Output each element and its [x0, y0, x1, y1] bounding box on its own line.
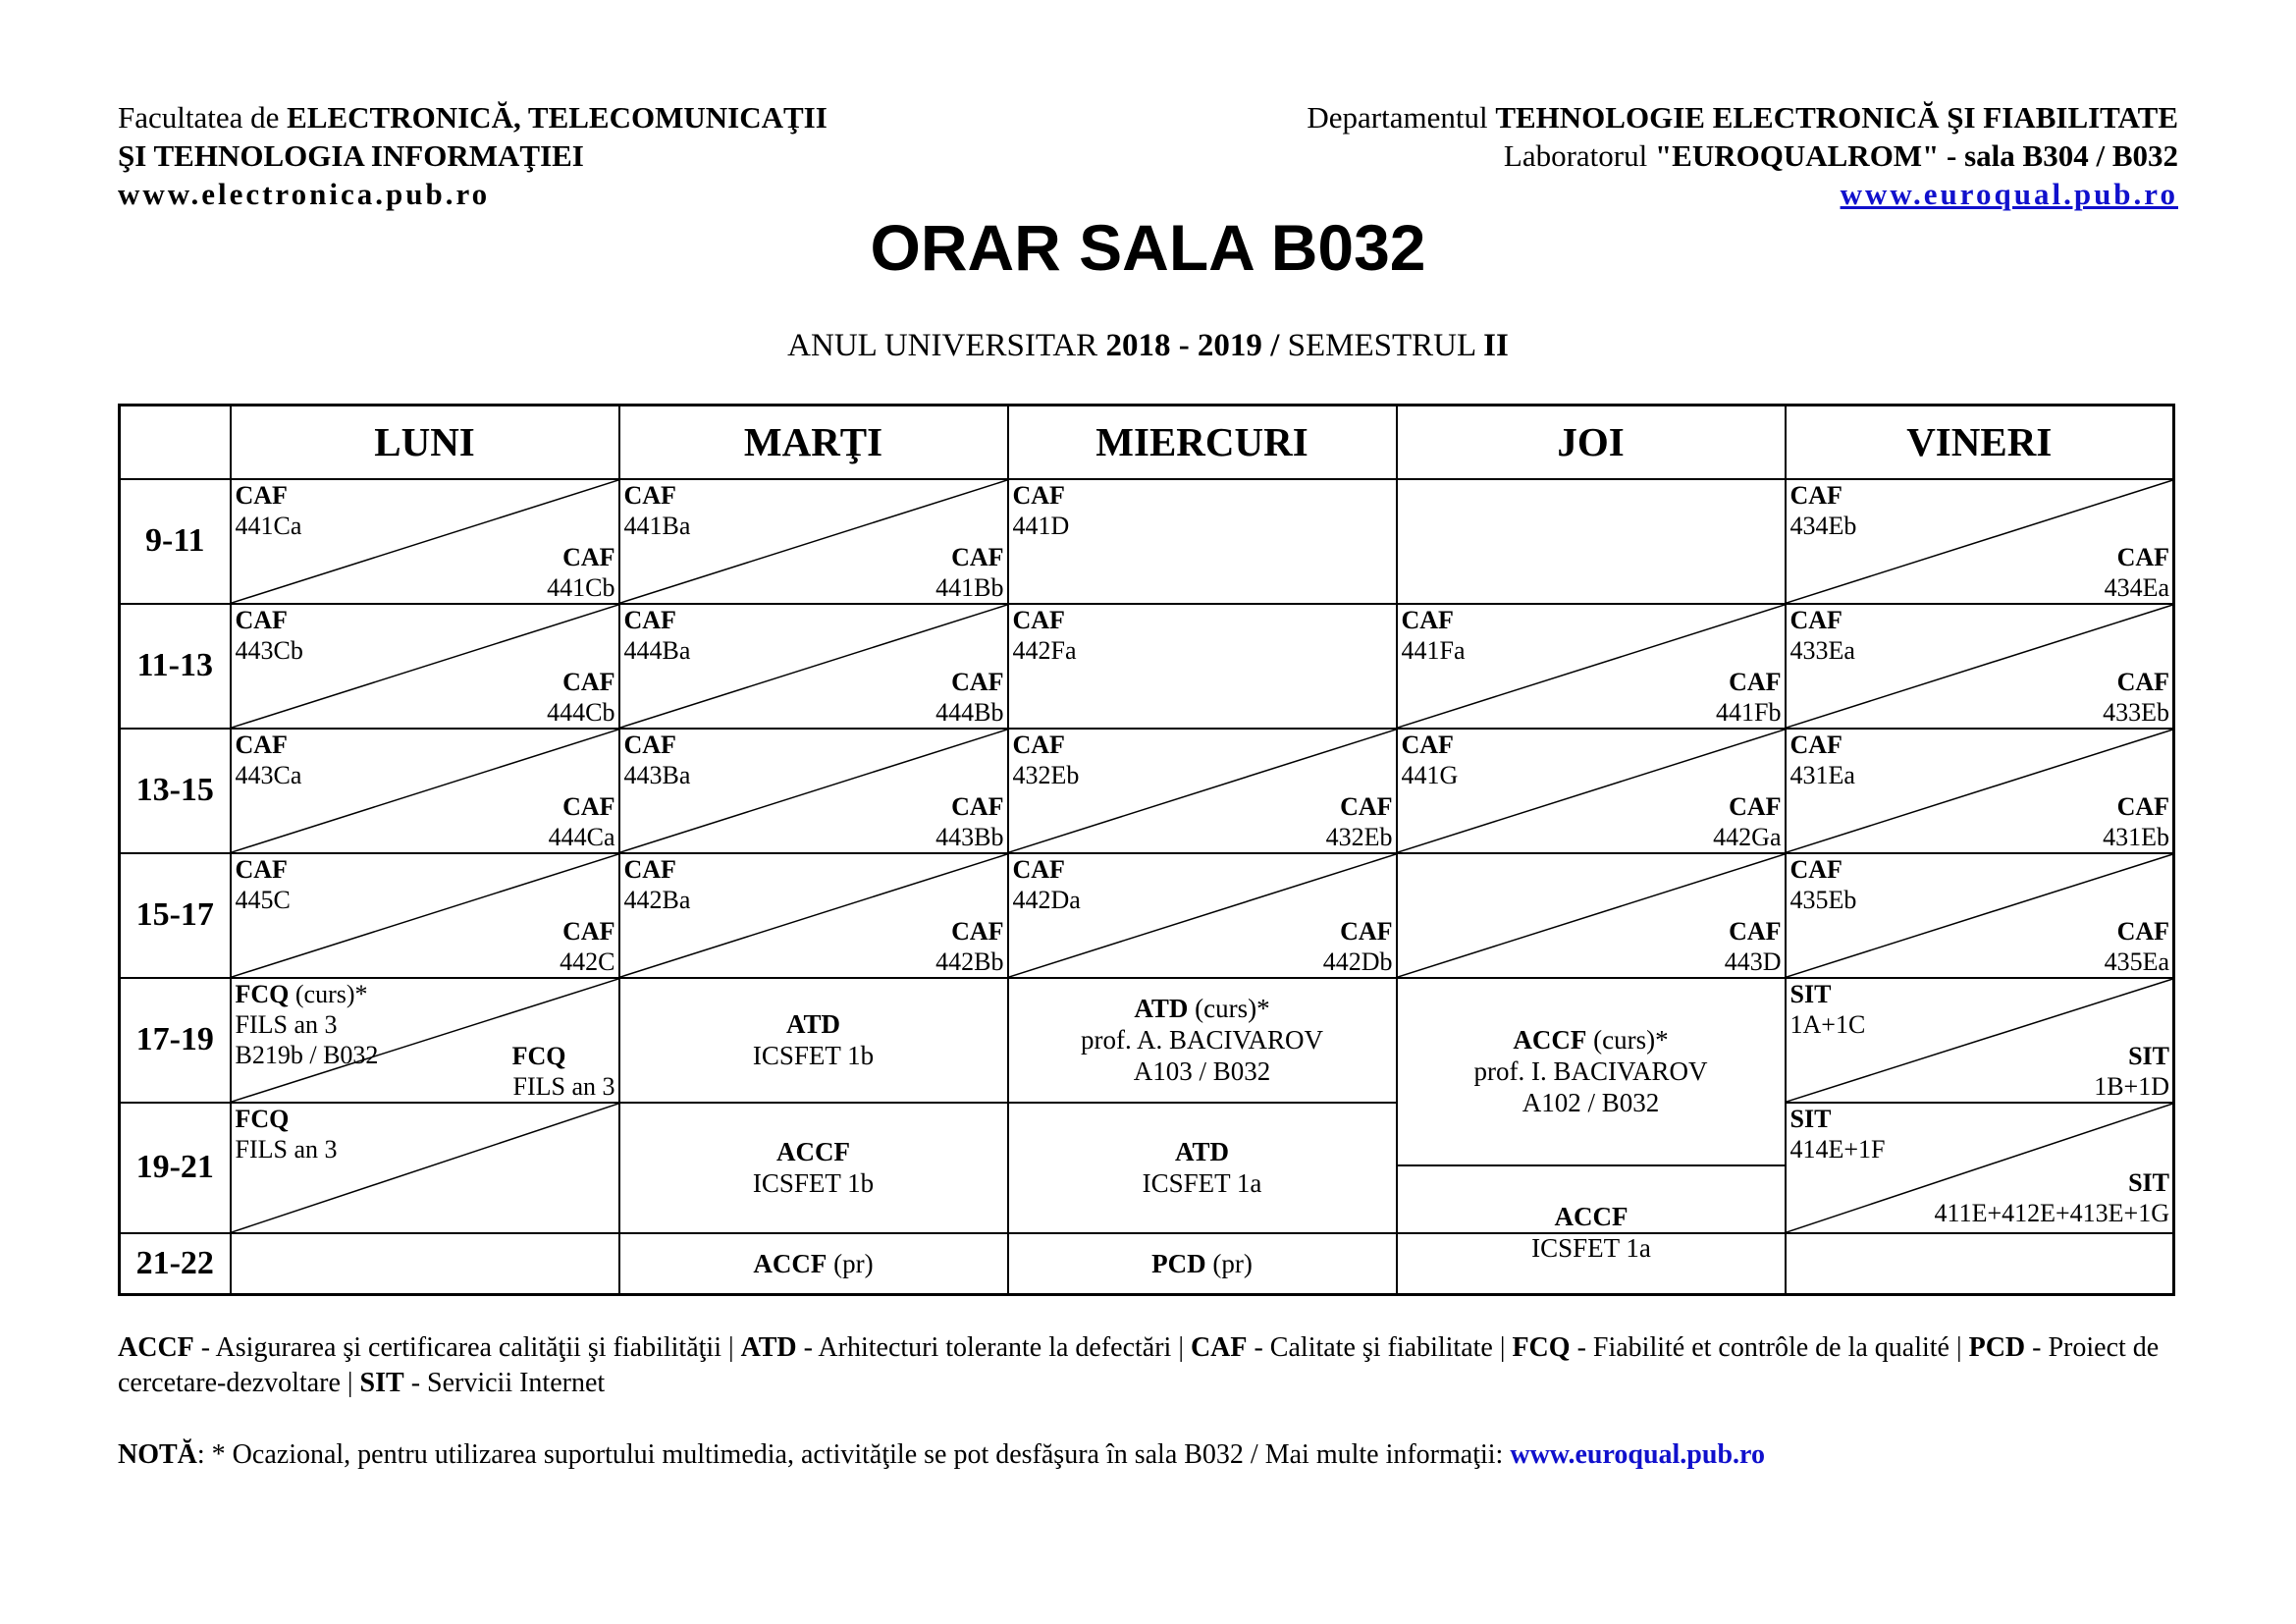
- legend-item: ATD - Arhitecturi tolerante la defectări |: [740, 1332, 1191, 1363]
- lower-subcell: [1398, 1169, 1785, 1295]
- faculty-website-link[interactable]: www.electronica.pub.ro: [118, 177, 491, 211]
- split-cell: [231, 729, 619, 853]
- time-slot-21-22: 21-22: [120, 1233, 231, 1295]
- lower-entry: CAF 442C: [560, 916, 615, 976]
- lower-entry: CAF 444Cb: [547, 667, 615, 727]
- legend-item: SIT - Servicii Internet: [359, 1368, 606, 1398]
- split-cell: [619, 729, 1008, 853]
- upper-subcell: [1398, 979, 1785, 1166]
- upper-entry: CAF 433Ea: [1789, 605, 1855, 665]
- split-cell: [231, 604, 619, 729]
- lower-entry: CAF 435Ea: [2104, 916, 2169, 976]
- time-slot-19-21: 19-21: [120, 1103, 231, 1233]
- schedule-cell: [1008, 978, 1397, 1103]
- faculty-name-line1: Facultatea de ELECTRONICĂ, TELECOMUNICAŢII: [118, 100, 828, 135]
- table-row: [120, 479, 2174, 604]
- lower-entry: CAF 431Eb: [2103, 791, 2169, 851]
- time-slot-15-17: 15-17: [120, 853, 231, 978]
- upper-entry: CAF 442Fa: [1012, 605, 1077, 665]
- legend-item: ACCF - Asigurarea şi certificarea calităţii şi fiabilităţii |: [118, 1332, 741, 1363]
- course-entry: ATD ICSFET 1a: [1142, 1137, 1262, 1198]
- course-entry: ATD ICSFET 1b: [752, 1009, 875, 1070]
- split-cell: [231, 479, 619, 604]
- upper-entry: CAF 443Ca: [235, 730, 302, 789]
- lower-entry: CAF 432Eb: [1325, 791, 1393, 851]
- time-slot-13-15: 13-15: [120, 729, 231, 853]
- split-cell: [231, 1103, 619, 1233]
- day-header-vineri: VINERI: [1786, 406, 2174, 479]
- schedule-cell: [1008, 479, 1397, 604]
- split-cell: [619, 853, 1008, 978]
- upper-entry: CAF 442Ba: [623, 854, 691, 914]
- empty-cell: [1397, 479, 1786, 604]
- split-cell: [1786, 479, 2174, 604]
- schedule-cell: [1008, 604, 1397, 729]
- day-header-luni: LUNI: [231, 406, 619, 479]
- lower-entry: CAF 444Ca: [548, 791, 615, 851]
- upper-entry: SIT 414E+1F: [1789, 1104, 1886, 1164]
- split-cell: [619, 479, 1008, 604]
- upper-entry: FCQ FILS an 3: [235, 1104, 338, 1164]
- legend-item: FCQ - Fiabilité et contrôle de la qualité |: [1512, 1332, 1969, 1363]
- split-cell: [1786, 978, 2174, 1103]
- lower-entry: CAF 443Bb: [935, 791, 1004, 851]
- upper-entry: CAF 441D: [1012, 480, 1070, 540]
- upper-entry: CAF 445C: [235, 854, 291, 914]
- schedule-cell: [619, 978, 1008, 1103]
- course-entry: ACCF (curs)* prof. I. BACIVAROV A102 / B032: [1473, 1025, 1708, 1117]
- time-slot-17-19: 17-19: [120, 978, 231, 1103]
- course-entry: ACCF (pr): [753, 1248, 874, 1278]
- table-row: [120, 604, 2174, 729]
- schedule-table: [118, 404, 2175, 1296]
- schedule-cell: [619, 1233, 1008, 1295]
- split-cell: [1397, 604, 1786, 729]
- day-header-miercuri: MIERCURI: [1008, 406, 1397, 479]
- lower-entry: SIT 1B+1D: [2094, 1041, 2169, 1101]
- table-row: [120, 978, 2174, 1103]
- time-slot-11-13: 11-13: [120, 604, 231, 729]
- split-cell: [231, 978, 619, 1103]
- course-entry: ATD (curs)* prof. A. BACIVAROV A103 / B032: [1080, 994, 1324, 1086]
- empty-cell: [231, 1233, 619, 1295]
- upper-entry: FCQ (curs)* FILS an 3 B219b / B032: [235, 979, 379, 1069]
- lower-entry: FCQ FILS an 3: [511, 1041, 615, 1101]
- upper-entry: CAF 441G: [1401, 730, 1459, 789]
- split-cell: [1786, 729, 2174, 853]
- course-entry: PCD (pr): [1151, 1248, 1253, 1278]
- course-entry: ACCF ICSFET 1b: [752, 1137, 875, 1198]
- lower-entry: CAF 442Db: [1322, 916, 1393, 976]
- corner-cell: [120, 406, 231, 479]
- abbreviation-legend: [118, 1330, 2199, 1401]
- table-row: [120, 853, 2174, 978]
- upper-entry: CAF 441Ca: [235, 480, 302, 540]
- upper-entry: CAF 444Ba: [623, 605, 691, 665]
- faculty-name-line2: ŞI TEHNOLOGIA INFORMAŢIEI: [118, 138, 584, 173]
- department-header: [1307, 98, 2178, 213]
- upper-entry: CAF 441Fa: [1401, 605, 1466, 665]
- upper-entry: CAF 435Eb: [1789, 854, 1857, 914]
- table-row: [120, 1233, 2174, 1295]
- split-cell: [1008, 853, 1397, 978]
- day-header-marti: MARŢI: [619, 406, 1008, 479]
- table-row: [120, 1103, 2174, 1233]
- upper-entry: CAF 441Ba: [623, 480, 691, 540]
- day-header-joi: JOI: [1397, 406, 1786, 479]
- table-header-row: [120, 406, 2174, 479]
- lower-entry: CAF 441Bb: [935, 542, 1004, 602]
- course-entry: ACCF ICSFET 1a: [1531, 1202, 1651, 1263]
- legend-item: PCD - Proiect de cercetare-dezvoltare |: [118, 1332, 2160, 1398]
- table-row: [120, 729, 2174, 853]
- upper-entry: CAF 443Cb: [235, 605, 303, 665]
- upper-entry: CAF 431Ea: [1789, 730, 1855, 789]
- lower-entry: CAF 444Bb: [935, 667, 1004, 727]
- split-cell: [1786, 853, 2174, 978]
- time-slot-9-11: 9-11: [120, 479, 231, 604]
- laboratory-website-link[interactable]: www.euroqual.pub.ro: [1840, 177, 2178, 211]
- lower-entry: CAF 442Bb: [935, 916, 1004, 976]
- lower-entry: CAF 443D: [1724, 916, 1782, 976]
- lower-entry: CAF 441Cb: [547, 542, 615, 602]
- upper-entry: CAF 442Da: [1012, 854, 1081, 914]
- website-link[interactable]: www.euroqual.pub.ro: [1510, 1439, 1765, 1470]
- lower-entry: CAF 441Fb: [1716, 667, 1782, 727]
- split-cell: [1008, 729, 1397, 853]
- split-cell: [1397, 853, 1786, 978]
- footnote: NOTĂ: * Ocazional, pentru utilizarea suportului multimedia, activităţile se pot desfăşura în sala B032 / Mai multe informaţii: www.euroqual.pub.ro: [118, 1439, 1765, 1470]
- lower-entry: CAF 434Ea: [2104, 542, 2169, 602]
- schedule-cell: [1008, 1233, 1397, 1295]
- split-cell: [1786, 604, 2174, 729]
- schedule-cell: [619, 1103, 1008, 1233]
- academic-year-subtitle: ANUL UNIVERSITAR 2018 - 2019 / SEMESTRUL II: [787, 328, 1509, 363]
- legend-item: CAF - Calitate şi fiabilitate |: [1190, 1332, 1513, 1363]
- split-cell: [1786, 1103, 2174, 1233]
- upper-entry: SIT 1A+1C: [1789, 979, 1866, 1039]
- schedule-cell: [1008, 1103, 1397, 1233]
- split-cell: [231, 853, 619, 978]
- lower-entry: CAF 442Ga: [1713, 791, 1782, 851]
- page-title: ORAR SALA B032: [870, 211, 1426, 284]
- laboratory-name: Laboratorul "EUROQUALROM" - sala B304 / B032: [1503, 138, 2178, 173]
- faculty-header: [118, 98, 828, 213]
- split-cell: [619, 604, 1008, 729]
- upper-entry: CAF 432Eb: [1012, 730, 1080, 789]
- lower-entry: CAF 433Eb: [2103, 667, 2169, 727]
- upper-entry: CAF 434Eb: [1789, 480, 1857, 540]
- upper-entry: CAF 443Ba: [623, 730, 691, 789]
- department-name: Departamentul TEHNOLOGIE ELECTRONICĂ ŞI FIABILITATE: [1307, 100, 2178, 135]
- lower-entry: SIT 411E+412E+413E+1G: [1934, 1167, 2169, 1227]
- split-cell: [1397, 729, 1786, 853]
